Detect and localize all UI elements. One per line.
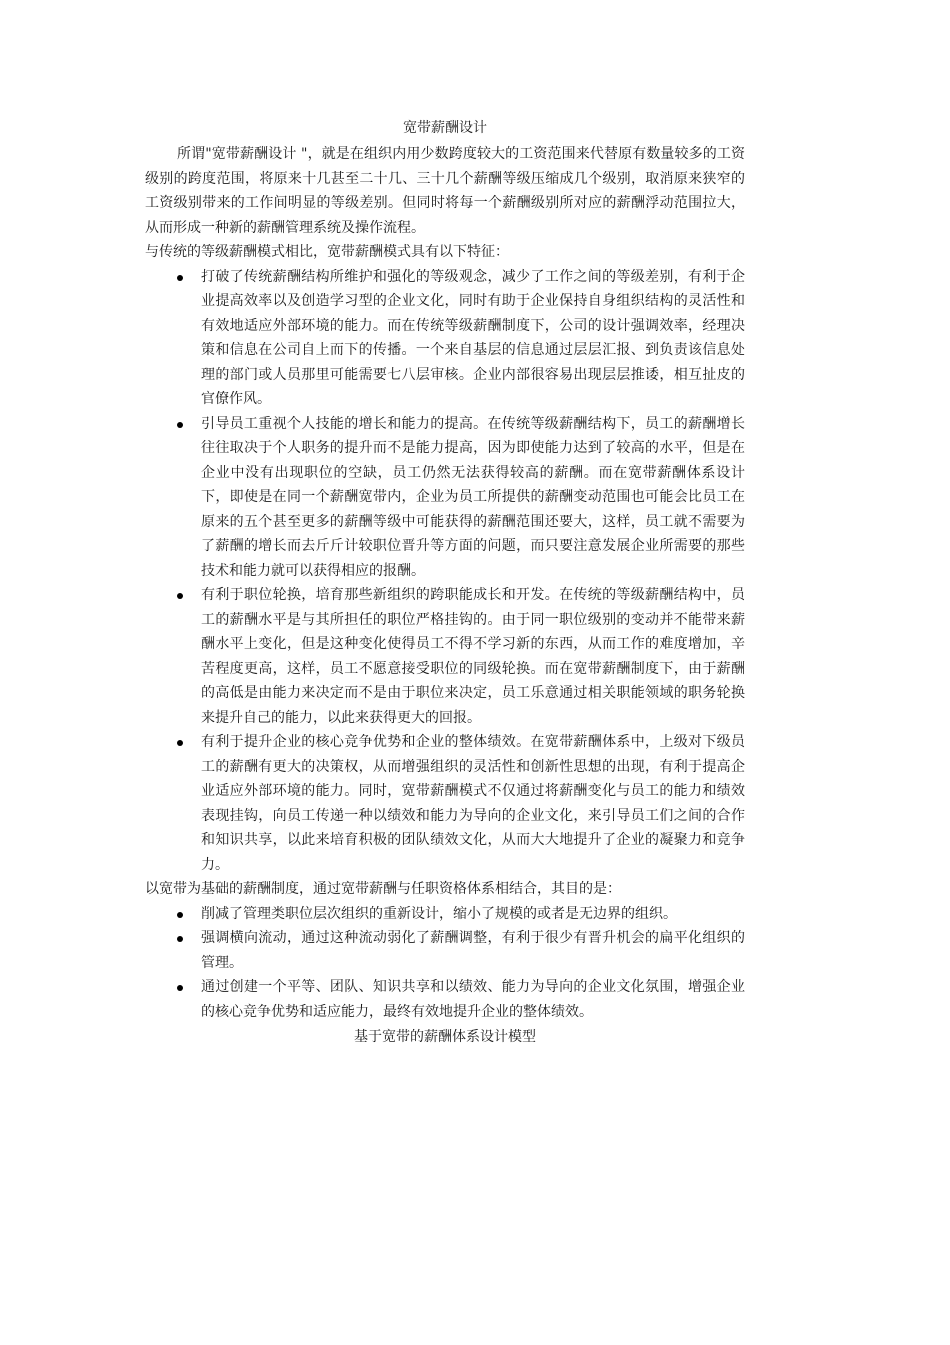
list-item bbox=[201, 583, 745, 730]
list-item-text: 引导员工重视个人技能的增长和能力的提高。在传统等级薪酬结构下，员工的薪酬增长往往取决于个人职务的提升而不是能力提高，因为即使能力达到了较高的水平，但是在企业中没有出现职位的空缺，员工仍然无法获得较高的薪酬。而在宽带薪酬体系设计下，即使是在同一个薪酬宽带内，企业为员工所提供的薪酬变动范围也可能会比员工在原来的五个甚至更多的薪酬等级中可能获得的薪酬范围还要大，这样，员工就不需要为了薪酬的增长而去斤斤计较职位晋升等方面的问题，而只要注意发展企业所需要的那些技术和能力就可以获得相应的报酬。 bbox=[201, 415, 745, 579]
goals-list bbox=[145, 902, 745, 1025]
goals-heading: 以宽带为基础的薪酬制度，通过宽带薪酬与任职资格体系相结合，其目的是： bbox=[145, 881, 621, 897]
model-title: 基于宽带的薪酬体系设计模型 bbox=[354, 1029, 536, 1045]
features-list bbox=[145, 265, 745, 878]
list-item bbox=[201, 926, 745, 975]
bullet-icon bbox=[177, 912, 183, 918]
list-item-text: 削减了管理类职位层次组织的重新设计，缩小了规模的或者是无边界的组织。 bbox=[201, 905, 677, 922]
bullet-icon bbox=[177, 985, 183, 991]
list-item-text: 强调横向流动，通过这种流动弱化了薪酬调整，有利于很少有晋升机会的扁平化组织的管理。 bbox=[201, 930, 745, 971]
list-item-text: 通过创建一个平等、团队、知识共享和以绩效、能力为导向的企业文化氛围，增强企业的核心竞争优势和适应能力，最终有效地提升企业的整体绩效。 bbox=[201, 979, 745, 1020]
list-item bbox=[201, 975, 745, 1024]
list-item bbox=[201, 902, 745, 927]
list-item bbox=[201, 730, 745, 877]
list-item-text: 打破了传统薪酬结构所维护和强化的等级观念，减少了工作之间的等级差别，有利于企业提高效率以及创造学习型的企业文化，同时有助于企业保持自身组织结构的灵活性和有效地适应外部环境的能力。而在传统等级薪酬制度下，公司的设计强调效率，经理决策和信息在公司自上而下的传播。一个来自基层的信息通过层层汇报、到负责该信息处理的部门或人员那里可能需要七八层审核。企业内部很容易出现层层推诿，相互扯皮的官僚作风。 bbox=[201, 268, 745, 407]
intro-paragraph: 所谓"宽带薪酬设计 "，就是在组织内用少数跨度较大的工资范围来代替原有数量较多的工资级别的跨度范围，将原来十几甚至二十几、三十几个薪酬等级压缩成几个级别，取消原来狭窄的工资级别带来的工作间明显的等级差别。但同时将每一个薪酬级别所对应的薪酬浮动范围拉大，从而形成一种新的薪酬管理系统及操作流程。 bbox=[145, 146, 745, 236]
features-heading: 与传统的等级薪酬模式相比，宽带薪酬模式具有以下特征： bbox=[145, 244, 509, 260]
list-item-text: 有利于提升企业的核心竞争优势和企业的整体绩效。在宽带薪酬体系中，上级对下级员工的薪酬有更大的决策权，从而增强组织的灵活性和创新性思想的出现，有利于提高企业适应外部环境的能力。同时，宽带薪酬模式不仅通过将薪酬变化与员工的能力和绩效表现挂钩，向员工传递一种以绩效和能力为导向的企业文化，来引导员工们之间的合作和知识共享，以此来培育积极的团队绩效文化，从而大大地提升了企业的凝聚力和竞争力。 bbox=[201, 734, 745, 873]
document-page bbox=[145, 114, 745, 1050]
list-item-text: 有利于职位轮换，培育那些新组织的跨职能成长和开发。在传统的等级薪酬结构中，员工的薪酬水平是与其所担任的职位严格挂钩的。由于同一职位级别的变动并不能带来薪酬水平上变化，但是这种变化使得员工不得不学习新的东西，从而工作的难度增加，辛苦程度更高，这样，员工不愿意接受职位的同级轮换。而在宽带薪酬制度下，由于薪酬的高低是由能力来决定而不是由于职位来决定，员工乐意通过相关职能领域的职务轮换来提升自己的能力，以此来获得更大的回报。 bbox=[201, 587, 745, 726]
list-item bbox=[201, 265, 745, 412]
bullet-icon bbox=[177, 275, 183, 281]
bullet-icon bbox=[177, 593, 183, 599]
bullet-icon bbox=[177, 936, 183, 942]
document-title: 宽带薪酬设计 bbox=[403, 120, 487, 136]
bullet-icon bbox=[177, 422, 183, 428]
bullet-icon bbox=[177, 740, 183, 746]
list-item bbox=[201, 412, 745, 584]
